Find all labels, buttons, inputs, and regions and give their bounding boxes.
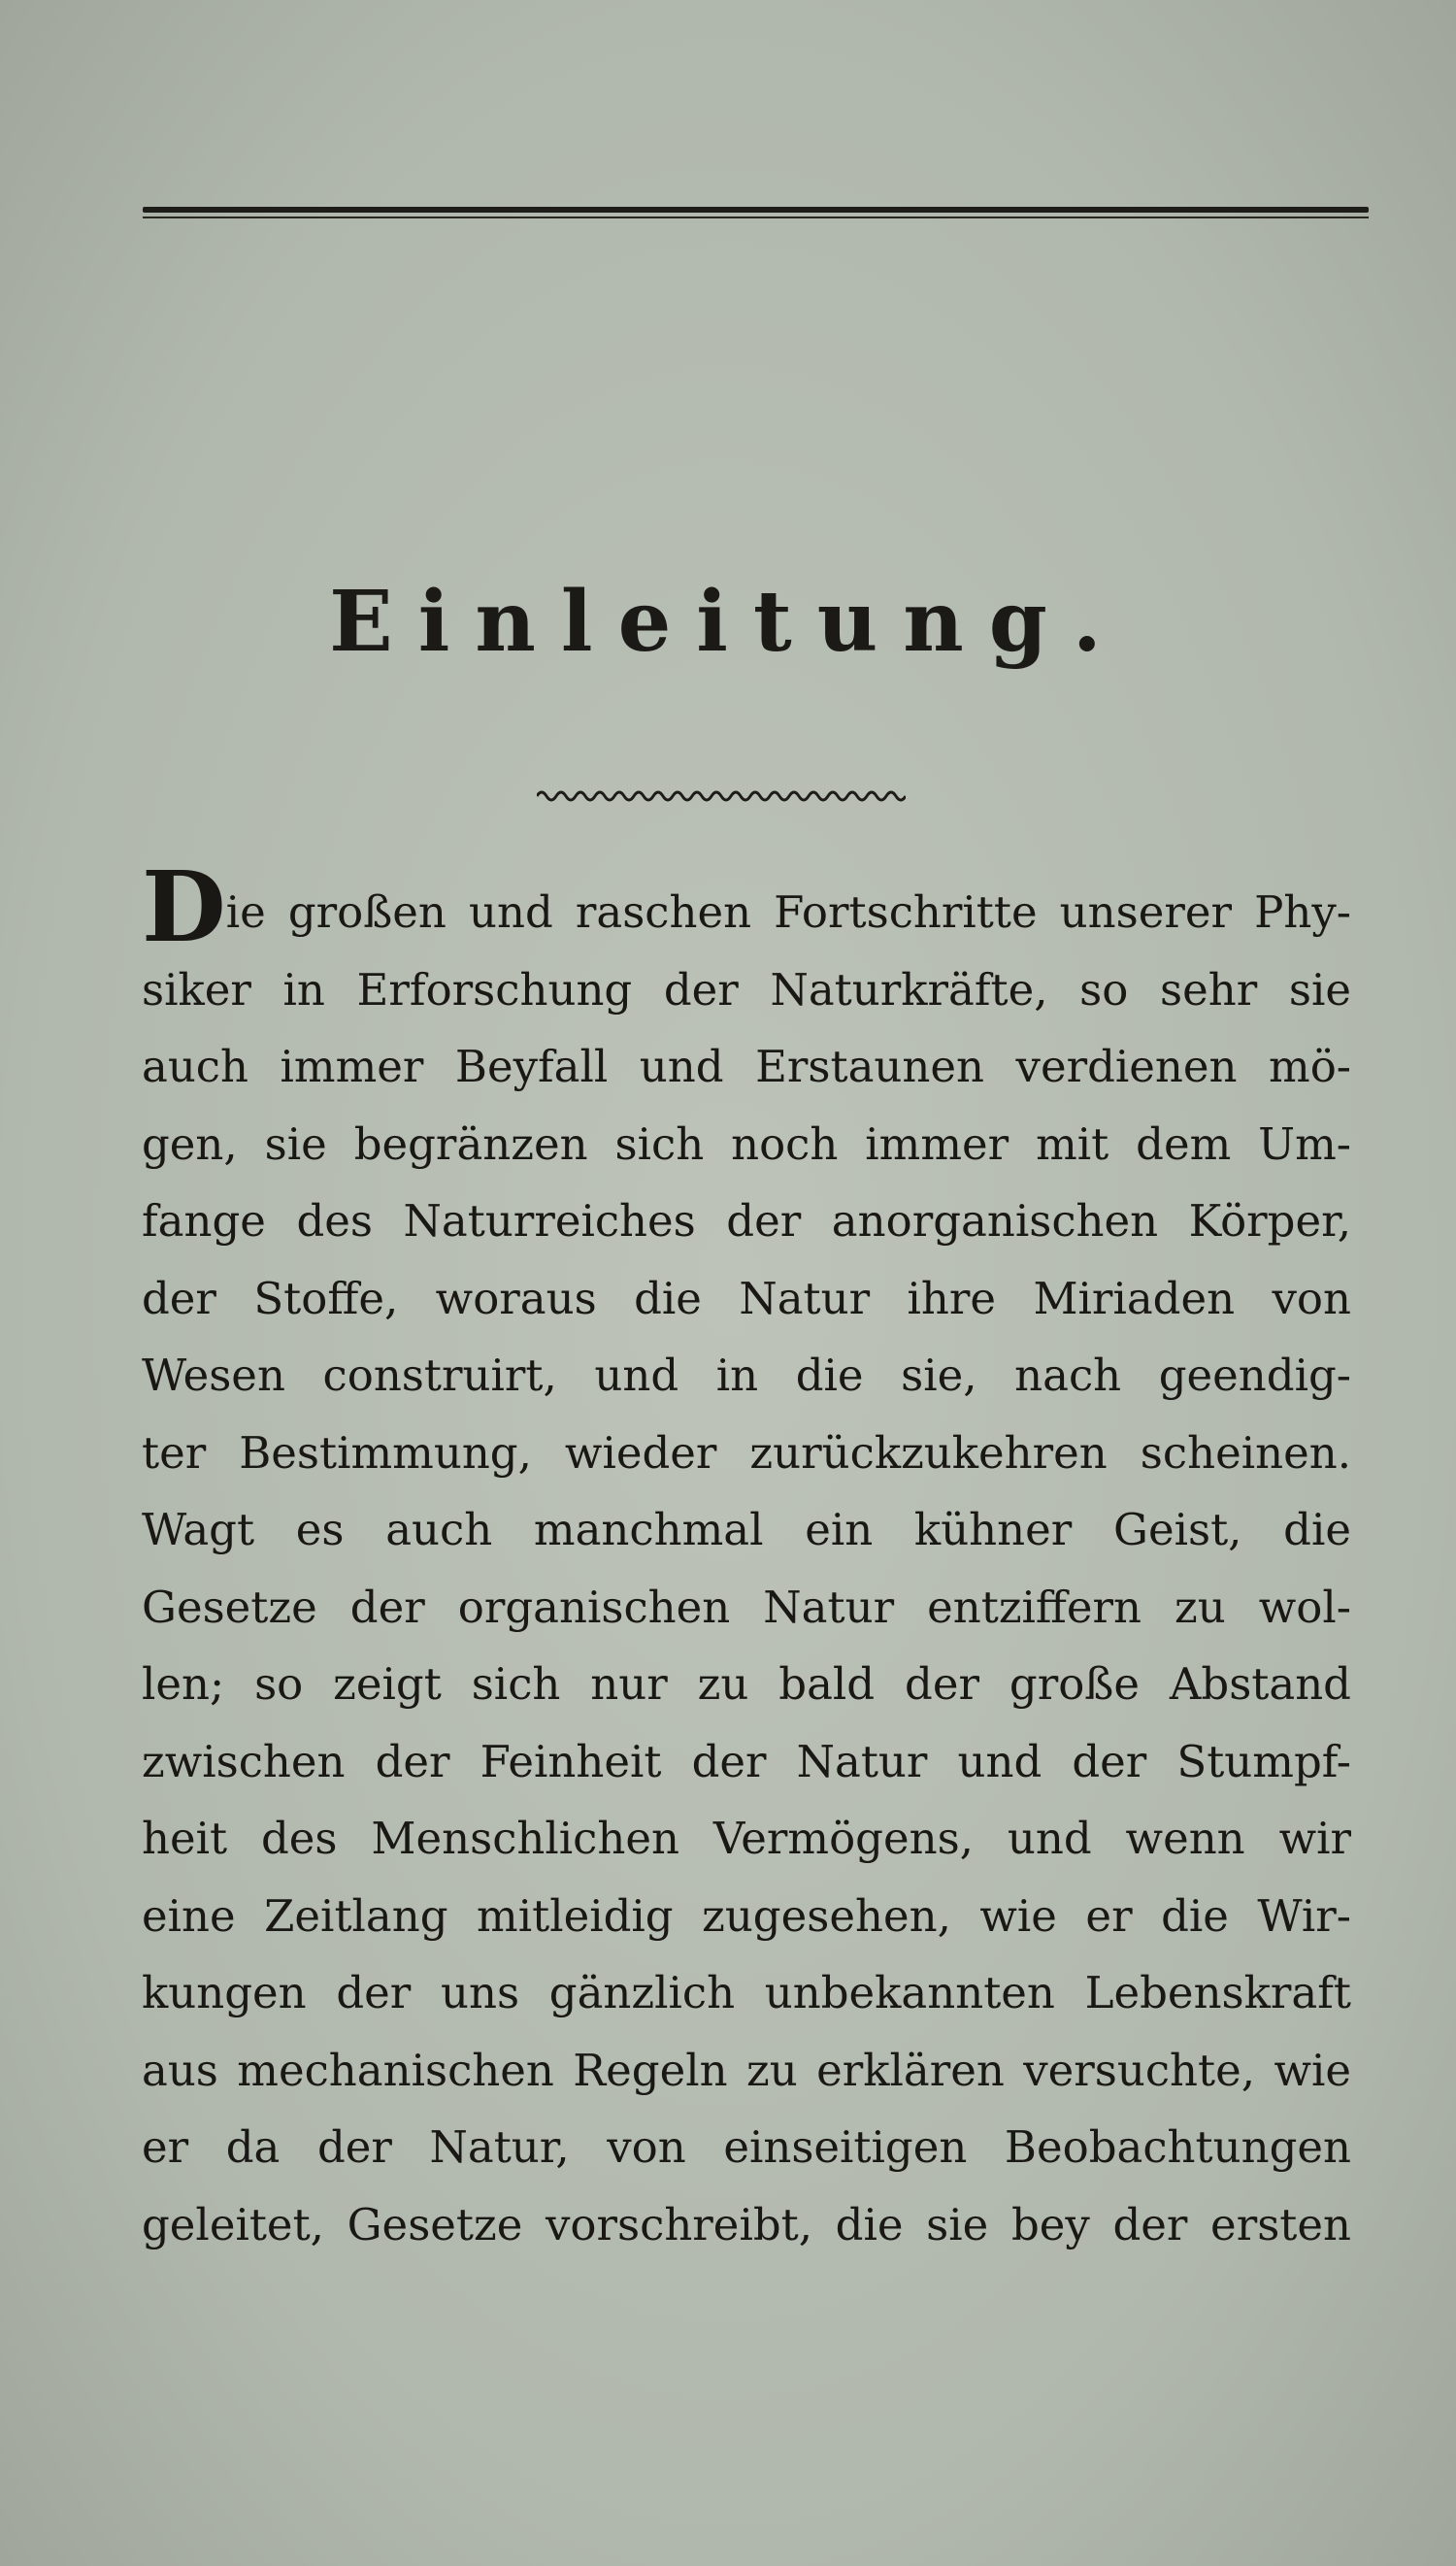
text-line: kungen der uns gänzlich unbekannten Lebenskraft [142,1967,1351,2018]
text-line: eine Zeitlang mitleidig zugesehen, wie er die Wir- [142,1889,1351,1942]
text-line: Wesen construirt, und in die sie, nach geendig- [142,1350,1351,1401]
wavy-ornament [537,784,906,808]
text-line [142,850,1351,964]
text-line: gen, sie begränzen sich noch immer mit dem Um- [142,1117,1351,1170]
body-paragraph [142,850,1351,2263]
text-line: Wagt es auch manchmal ein kühner Geist, die [142,1504,1351,1555]
text-line: der Stoffe, woraus die Natur ihre Miriaden von [142,1272,1351,1324]
text-line: heit des Menschlichen Vermögens, und wenn wir [142,1813,1351,1864]
text-line: Gesetze der organischen Natur entziffern zu wol- [142,1581,1351,1633]
text-line: ter Bestimmung, wieder zurückzukehren scheinen. [142,1426,1351,1479]
text-line: zwischen der Feinheit der Natur und der Stumpf- [142,1735,1351,1787]
text-line-content: ie großen und raschen Fortschritte unserer Phy- [225,886,1351,938]
rule-thin-line [143,217,1369,218]
text-line: geleitet, Gesetze vorschreibt, die sie bey der ersten [142,2198,1351,2250]
text-line: aus mechanischen Regeln zu erklären versuchte, wie [142,2044,1351,2096]
text-line: len; so zeigt sich nur zu bald der große Abstand [142,1658,1351,1710]
header-double-rule [143,201,1369,222]
chapter-title: Einleitung. [329,573,1127,671]
text-line: siker in Erforschung der Naturkräfte, so sehr sie [142,963,1351,1016]
text-line: er da der Natur, von einseitigen Beobachtungen [142,2121,1351,2173]
drop-initial: D [142,850,226,964]
text-line: auch immer Beyfall und Erstaunen verdienen mö- [142,1041,1351,1092]
rule-thick-line [143,207,1369,213]
text-line: fange des Naturreiches der anorganischen Körper, [142,1195,1351,1247]
